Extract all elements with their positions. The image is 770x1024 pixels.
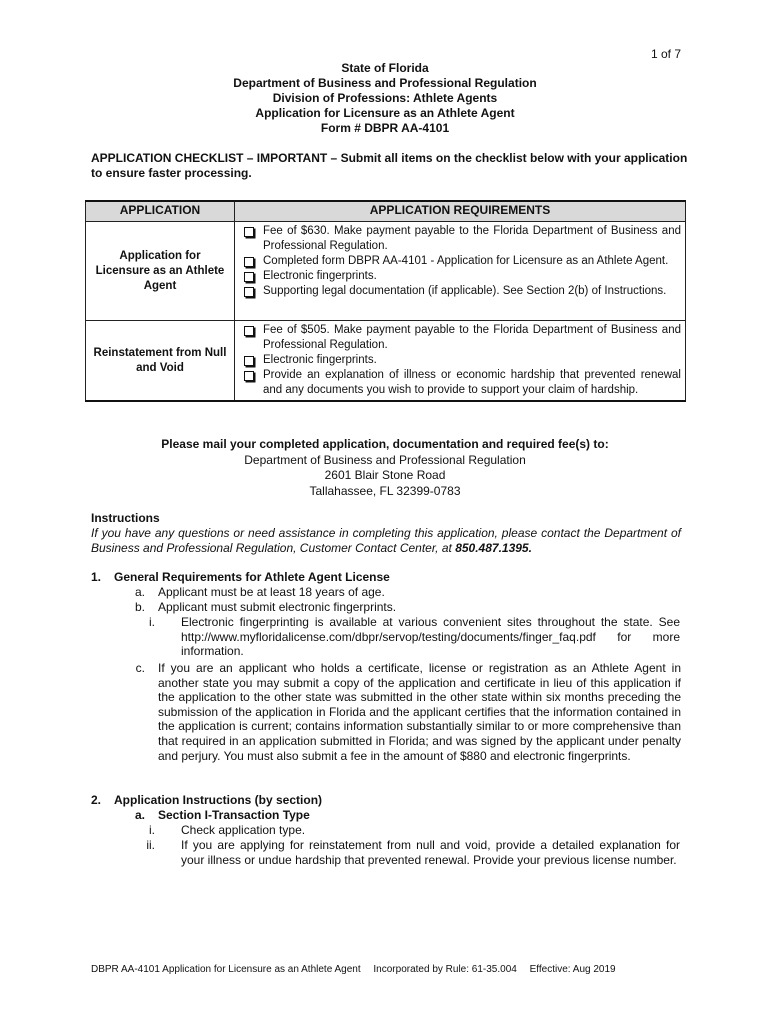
subsection-title: Section I-Transaction Type <box>158 808 310 822</box>
requirement-text: Fee of $505. Make payment payable to the Florida Department of Business and Professional Regulation. <box>263 324 681 351</box>
mailing-heading: Please mail your completed application, documentation and required fee(s) to: <box>161 437 609 451</box>
mailing-block <box>0 437 770 499</box>
table-header-row <box>86 201 686 222</box>
requirements-list <box>239 224 681 299</box>
requirement-text: Electronic fingerprints. <box>263 354 377 366</box>
mailing-address-line: 2601 Blair Stone Road <box>324 468 446 482</box>
footer-rule: Incorporated by Rule: 61-35.004 <box>373 964 517 975</box>
list-item: If you are applying for reinstatement from null and void, provide a detailed explanation for your illness or undue hardship that prevented renewal. Provide your previous license number. <box>181 838 680 867</box>
footer-effective-date: Effective: Aug 2019 <box>529 964 616 975</box>
section-number: 1. <box>91 570 102 584</box>
checkbox-icon <box>244 326 254 336</box>
mailing-address-line: Tallahassee, FL 32399-0783 <box>309 483 461 498</box>
contact-phone: 850.487.1395. <box>455 541 532 555</box>
section-application-instructions <box>0 793 770 893</box>
checkbox-icon <box>244 227 254 237</box>
checkbox-icon <box>244 287 254 297</box>
checkbox-icon <box>244 356 254 366</box>
checkbox-icon <box>244 257 254 267</box>
list-item <box>239 353 681 368</box>
requirement-text: Provide an explanation of illness or economic hardship that prevented renewal and any documents you wish to provide to support your claim of hardship. <box>263 369 681 396</box>
list-item <box>239 368 681 398</box>
requirement-text: Fee of $630. Make payment payable to the Florida Department of Business and Professional Regulation. <box>263 225 681 252</box>
column-header-application: APPLICATION <box>86 201 235 222</box>
item-label: a. <box>134 585 145 599</box>
list-item <box>239 254 681 269</box>
table-row <box>86 222 686 321</box>
requirement-text: Completed form DBPR AA-4101 - Application for Licensure as an Athlete Agent. <box>263 255 669 267</box>
header-department: Department of Business and Professional Regulation <box>233 76 537 90</box>
checklist-title: APPLICATION CHECKLIST – IMPORTANT – Submit all items on the checklist below with your application to ensure faster processing. <box>91 151 688 180</box>
section-number: 2. <box>91 793 102 807</box>
application-type-cell: Reinstatement from Null and Void <box>86 321 235 402</box>
section-general-requirements <box>0 570 770 790</box>
list-item <box>239 269 681 284</box>
list-item: Check application type. <box>181 823 306 837</box>
item-label: c. <box>135 661 145 675</box>
list-item <box>239 323 681 353</box>
checkbox-icon <box>244 371 254 381</box>
list-item: Applicant must be at least 18 years of age. <box>158 585 385 599</box>
requirements-table <box>85 200 686 402</box>
checkbox-icon <box>244 272 254 282</box>
item-label: a. <box>134 808 145 822</box>
section-title: General Requirements for Athlete Agent License <box>114 570 390 584</box>
footer-form-title: DBPR AA-4101 Application for Licensure as an Athlete Agent <box>91 964 361 975</box>
header-division: Division of Professions: Athlete Agents <box>272 91 498 105</box>
header-state: State of Florida <box>341 61 429 75</box>
item-label: i. <box>149 823 155 837</box>
item-label: i. <box>149 615 155 629</box>
item-label: b. <box>134 600 145 614</box>
requirements-list <box>239 323 681 398</box>
instructions-body <box>91 526 681 556</box>
document-header <box>0 61 770 136</box>
mailing-address-line: Department of Business and Professional Regulation <box>244 452 526 467</box>
header-application: Application for Licensure as an Athlete Agent <box>255 106 515 120</box>
list-item: If you are an applicant who holds a certificate, license or registration as an Athlete Agent in another state you may submit a copy of the application and certificate in lieu of this application if the application to the other state was submitted in the other state within six months preceding the submission of the application in Florida and the applicant certifies that the information contained in the application is current; contains information substantially similar to or more comprehensive than that required in an application submitted in Florida; and was signed by the applicant under penalty and perjury. You must also submit a fee in the amount of $880 and electronic fingerprints. <box>158 661 681 763</box>
application-type-cell: Application for Licensure as an Athlete Agent <box>86 222 235 321</box>
instructions-text: If you have any questions or need assistance in completing this application, please contact the Department of Business and Professional Regulation, Customer Contact Center, at <box>91 526 681 555</box>
requirement-text: Electronic fingerprints. <box>263 270 377 282</box>
item-label: ii. <box>146 838 155 852</box>
table-row <box>86 321 686 402</box>
instructions-heading: Instructions <box>91 511 160 525</box>
section-title: Application Instructions (by section) <box>114 793 323 807</box>
list-item: Electronic fingerprinting is available at various convenient sites throughout the state. See http://www.myfloridalicense.com/dbpr/servop/testing/documents/finger_faq.pdf for more information. <box>181 615 680 659</box>
list-item <box>239 224 681 254</box>
column-header-requirements: APPLICATION REQUIREMENTS <box>235 201 686 222</box>
header-form-number: Form # DBPR AA-4101 <box>320 121 450 135</box>
requirement-text: Supporting legal documentation (if applicable). See Section 2(b) of Instructions. <box>263 285 667 297</box>
requirements-cell <box>235 321 686 402</box>
list-item: Applicant must submit electronic fingerprints. <box>158 600 397 614</box>
requirements-cell <box>235 222 686 321</box>
page-number: 1 of 7 <box>650 47 681 61</box>
page-footer <box>91 964 626 975</box>
list-item <box>239 284 681 299</box>
